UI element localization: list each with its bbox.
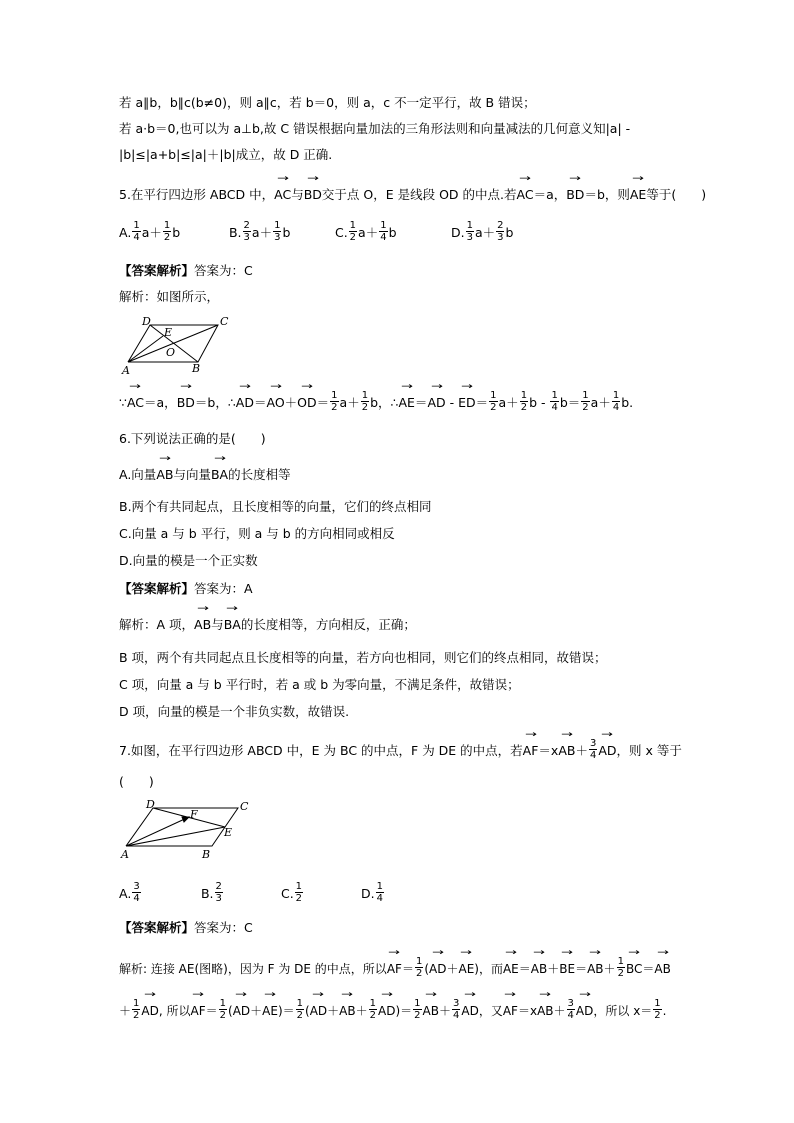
q5-answer: 【答案解析】答案为：C: [119, 263, 253, 278]
q6-option-a: A.向量→ AB与向量→ BA的长度相等: [119, 466, 291, 484]
q6-option-b: B.两个有共同起点，且长度相等的向量，它们的终点相同: [119, 499, 432, 514]
q5-solution: ∵→ AC＝a，→ BD＝b，∴→ AD＝→ AO＋→ OD＝ $\frac{1}{2}$ a＋ $\frac{1}{2}$ b，∴→ AE＝→ AD - → ED＝ $\frac{1}{2}$ a＋ $\frac{1}{2}$ b - $\frac{1}{4}$ b＝ $\frac{1}{2}$ a＋ $\frac{1}{4}$ b.: [119, 392, 633, 415]
q6-analysis-3: C 项，向量 a 与 b 平行时，若 a 或 b 为零向量，不满足条件，故错误；: [119, 677, 520, 692]
text-line: 若 a·b＝0,也可以为 a⊥b,故 C 错误根据向量加法的三角形法则和向量减法的几何意义知|a| -: [119, 121, 631, 136]
q7-figure: [118, 796, 258, 862]
fig-label: B: [202, 848, 211, 861]
text-line: 若 a∥b，b∥c(b≠0)，则 a∥c，若 b＝0，则 a，c 不一定平行，故 B 错误；: [119, 95, 536, 110]
fig-label: O: [166, 346, 176, 359]
q5-analysis: 解析：如图所示，: [119, 289, 220, 304]
q6-analysis-1: 解析：A 项，→ AB与→ BA的长度相等，方向相反，正确；: [119, 616, 416, 634]
q6-option-c: C.向量 a 与 b 平行，则 a 与 b 的方向相同或相反: [119, 526, 395, 541]
text-line: |b|≤|a+b|≤|a|＋|b|成立，故 D 正确.: [119, 147, 333, 162]
q7-stem: 7.如图，在平行四边形 ABCD 中，E 为 BC 的中点，F 为 DE 的中点，若→ AF＝x→ AB＋ $\frac{3}{4}$ → AD，则 x 等于: [119, 740, 682, 763]
fig-label: E: [224, 826, 233, 839]
q7-analysis-1: 解析: 连接 AE(图略)，因为 F 为 DE 的中点，所以→ AF＝ $\frac{1}{2}$ (→ AD＋→ AE)，而→ AE＝→ AB＋→ BE＝→ AB＋ $\frac{1}{2}$ → BC＝→ AB: [119, 958, 671, 981]
q5-stem: 5.在平行四边形 ABCD 中，→ AC与→ BD交于点 O，E 是线段 OD 的中点.若→ AC＝a，→ BD＝b，则→ AE等于( ): [119, 186, 706, 204]
fig-label: C: [240, 800, 249, 813]
fig-label: B: [192, 362, 201, 375]
fig-label: A: [121, 848, 129, 861]
q7-answer: 【答案解析】答案为：C: [119, 920, 253, 935]
q6-answer: 【答案解析】答案为：A: [119, 581, 253, 596]
q6-option-d: D.向量的模是一个正实数: [119, 553, 258, 568]
q7-options: A. $\frac{3}{4}$ B. $\frac{2}{3}$ C. $\frac{1}{2}$ D. $\frac{1}{4}$: [119, 881, 383, 904]
q5-figure: [118, 312, 238, 376]
fig-label: E: [164, 326, 173, 339]
fig-label: F: [190, 808, 198, 821]
q6-analysis-4: D 项，向量的模是一个非负实数，故错误.: [119, 704, 350, 719]
q6-analysis-2: B 项，两个有共同起点且长度相等的向量，若方向也相同，则它们的终点相同，故错误；: [119, 650, 607, 665]
q6-stem: 6.下列说法正确的是( ): [119, 431, 266, 446]
fig-label: C: [220, 315, 229, 328]
fig-label: D: [146, 798, 155, 811]
q7-stem-cont: ( ): [119, 774, 154, 789]
q5-options: A. $\frac{1}{4}$ a＋ $\frac{1}{2}$ b B. $\frac{2}{3}$ a＋ $\frac{1}{3}$ b C. $\frac{1}{2}$ a＋ $\frac{1}{4}$ b D. $\frac{1}{3}$ a＋ $\frac{2}{3}$ b: [119, 220, 514, 243]
fig-label: A: [122, 364, 130, 376]
fig-label: D: [142, 315, 151, 328]
q7-analysis-2: ＋ $\frac{1}{2}$ → AD, 所以→ AF＝ $\frac{1}{2}$ (→ AD＋→ AE)＝ $\frac{1}{2}$ (→ AD＋→ AB＋ $\frac{1}{2}$ → AD)＝ $\frac{1}{2}$ → AB＋ $\frac{3}{4}$ → AD，又→ AF＝x→ AB＋ $\frac{3}{4}$ → AD，所以 x＝ $\frac{1}{2}$ .: [119, 1000, 667, 1023]
